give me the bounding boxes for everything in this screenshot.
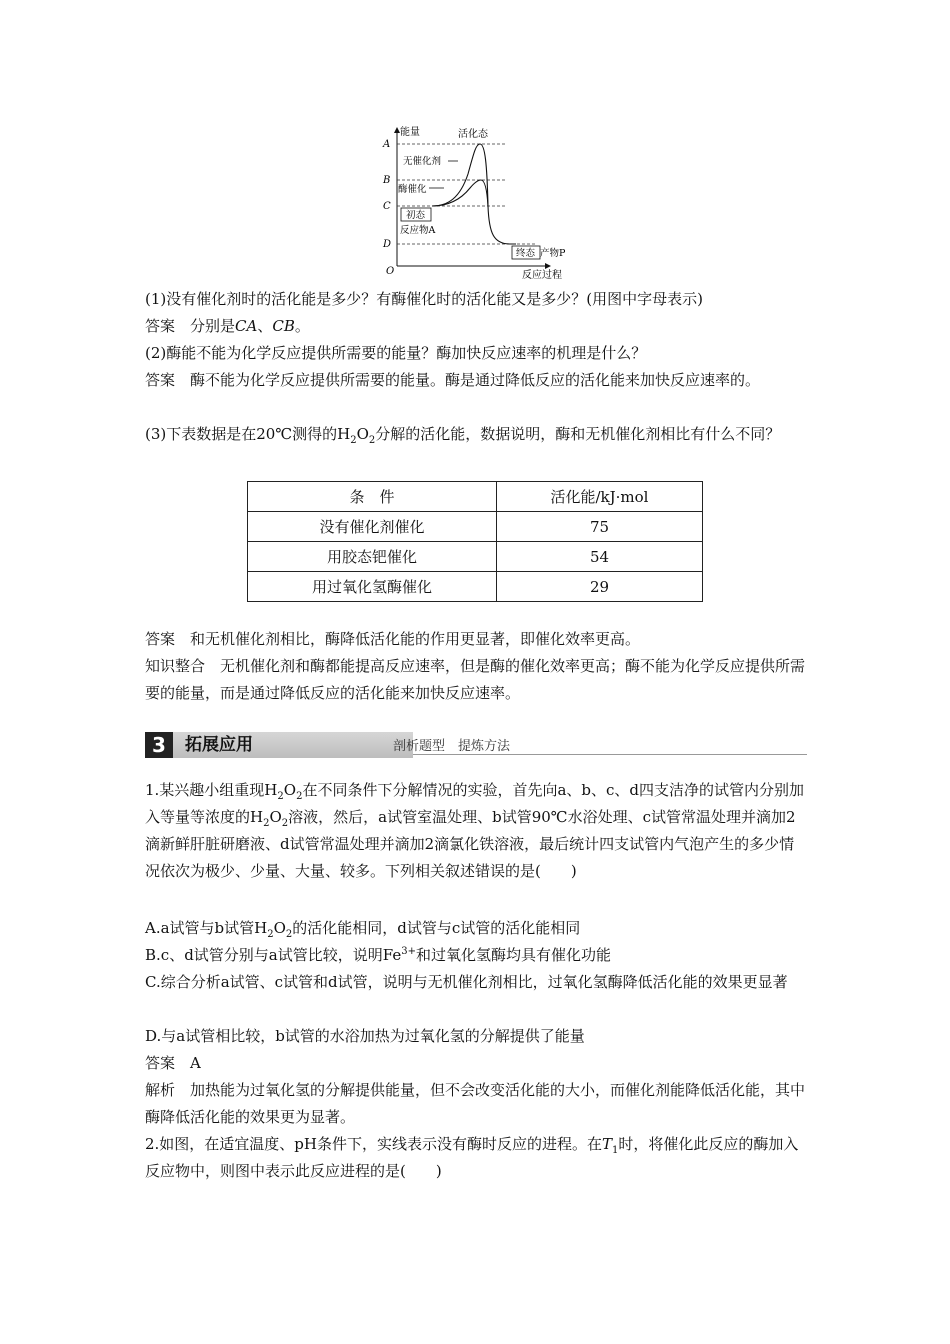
- section-number: 3: [145, 732, 173, 758]
- answer-1-value-1: CA: [235, 317, 258, 335]
- table-cell: 用胶态钯催化: [248, 542, 497, 572]
- problem-1-option-b: [145, 942, 807, 969]
- opt-a-2: O: [273, 919, 286, 937]
- product-label: 产物P: [540, 248, 566, 259]
- opt-a-sub2: 2: [285, 929, 293, 940]
- problem-1-option-c: C.综合分析a试管、c试管和d试管，说明与无机催化剂相比，过氧化氢酶降低活化能的效果更显著: [145, 973, 788, 991]
- answer-3: 答案 和无机催化剂相比，酶降低活化能的作用更显著，即催化效率更高。: [145, 630, 641, 648]
- answer-1: [145, 313, 807, 340]
- q3-sub-1: 2: [350, 435, 357, 446]
- q3-part-3: 分解的活化能，数据说明，酶和无机催化剂相比有什么不同？: [375, 425, 781, 443]
- enzyme-curve: [432, 180, 488, 206]
- y-axis-label: 能量: [400, 127, 420, 138]
- x-axis-label: 反应过程: [522, 270, 562, 281]
- section-banner: [145, 732, 807, 758]
- table-cell: 29: [497, 572, 703, 602]
- answer-1-prefix: 答案 分别是: [145, 317, 236, 335]
- table-row: [248, 572, 703, 602]
- question-3: [145, 421, 807, 448]
- problem-1-option-d: D.与a试管相比较，b试管的水浴加热为过氧化氢的分解提供了能量: [145, 1027, 585, 1045]
- p1-s2: O: [283, 781, 297, 799]
- table-cell: 54: [497, 542, 703, 572]
- level-c-label: C: [383, 201, 391, 212]
- table-header-cell: 条 件: [248, 482, 497, 512]
- section-subtitle: 剖析题型 提炼方法: [393, 739, 511, 754]
- p2-s1: 2.如图，在适宜温度、pH条件下，实线表示没有酶时反应的进程。在: [145, 1135, 602, 1153]
- p1-s4: O: [269, 808, 282, 826]
- problem-2-stem: [145, 1131, 807, 1185]
- origin-label: O: [386, 266, 395, 277]
- question-1: (1)没有催化剂时的活化能是多少？有酶催化时的活化能又是多少？(用图中字母表示): [145, 290, 703, 308]
- level-b-label: B: [383, 175, 391, 186]
- initial-state-label: 初态: [406, 210, 426, 221]
- energy-diagram: [376, 124, 576, 284]
- question-2: (2)酶能不能为化学反应提供所需要的能量？酶加快反应速率的机理是什么？: [145, 344, 647, 362]
- table-header-cell: 活化能/kJ·mol: [497, 482, 703, 512]
- q3-part-2: O: [356, 425, 369, 443]
- level-a-label: A: [383, 139, 391, 150]
- table-row: [248, 512, 703, 542]
- peak-label: 活化态: [458, 129, 488, 140]
- activation-energy-table: [247, 481, 703, 602]
- q3-part-1: (3)下表数据是在20℃测得的H: [145, 425, 351, 443]
- table-cell: 75: [497, 512, 703, 542]
- final-state-label: 终态: [516, 248, 536, 259]
- p1-sub4: 2: [281, 818, 289, 829]
- no-catalyst-label: 无催化剂: [403, 156, 442, 167]
- knowledge-summary: 知识整合 无机催化剂和酶都能提高反应速率，但是酶的催化效率更高；酶不能为化学反应提供所需要的能量，而是通过降低反应的活化能来加快反应速率。: [145, 657, 806, 702]
- answer-1-end: 。: [294, 317, 310, 335]
- p2-t-main: T: [602, 1135, 613, 1153]
- table-row: [248, 542, 703, 572]
- table-cell: 用过氧化氢酶催化: [248, 572, 497, 602]
- q3-sub-2: 2: [368, 435, 376, 446]
- level-d-label: D: [383, 239, 392, 250]
- p2-s2: 时，将催化此反应的酶加入反应物中，则图中表示此反应进程的是( ): [145, 1135, 799, 1180]
- p1-s5: 溶液，然后，a试管室温处理、b试管90℃水浴处理、c试管常温处理并滴加2滴新鲜肝脏研磨液、d试管常温处理并滴加2滴氯化铁溶液，最后统计四支试管内气泡产生的多少情况依次为极少、少量、大量、较多。下列相关叙述错误的是( ): [145, 808, 796, 880]
- p1-s3: 在不同条件下分解情况的实验，首先向a、b、c、d四支洁净的试管内分别加入等量等浓度的H: [145, 781, 805, 826]
- problem-1-answer: 答案 A: [145, 1054, 201, 1072]
- opt-b-1: B.c、d试管分别与a试管比较，说明Fe: [145, 946, 402, 964]
- answer-2: 答案 酶不能为化学反应提供所需要的能量。酶是通过降低反应的活化能来加快反应速率的。: [145, 371, 761, 389]
- table-header-row: [248, 482, 703, 512]
- opt-a-sub1: 2: [267, 929, 274, 940]
- problem-1-stem: [145, 777, 807, 885]
- p1-s1: 1.某兴趣小组重现H: [145, 781, 278, 799]
- p1-sub3: 2: [263, 818, 270, 829]
- table-cell: 没有催化剂催化: [248, 512, 497, 542]
- section-title: 拓展应用: [185, 735, 253, 755]
- enzyme-label: 酶催化: [398, 184, 427, 195]
- opt-a-1: A.a试管与b试管H: [145, 919, 268, 937]
- opt-b-2: 和过氧化氢酶均具有催化功能: [415, 946, 611, 964]
- problem-1-analysis: 解析 加热能为过氧化氢的分解提供能量，但不会改变活化能的大小，而催化剂能降低活化能，其中酶降低活化能的效果更为显著。: [145, 1081, 806, 1126]
- answer-1-sep: 、: [257, 317, 273, 335]
- p1-sub2: 2: [296, 791, 303, 802]
- opt-a-3: 的活化能相同，d试管与c试管的活化能相同: [292, 919, 581, 937]
- problem-1-option-a: [145, 915, 807, 942]
- no-catalyst-curve: [432, 144, 516, 244]
- answer-1-value-2: CB: [272, 317, 295, 335]
- p2-t-sub: 1: [612, 1145, 619, 1156]
- reactant-label: 反应物A: [400, 225, 436, 236]
- p1-sub1: 2: [277, 791, 284, 802]
- opt-b-sup: 3+: [401, 946, 416, 957]
